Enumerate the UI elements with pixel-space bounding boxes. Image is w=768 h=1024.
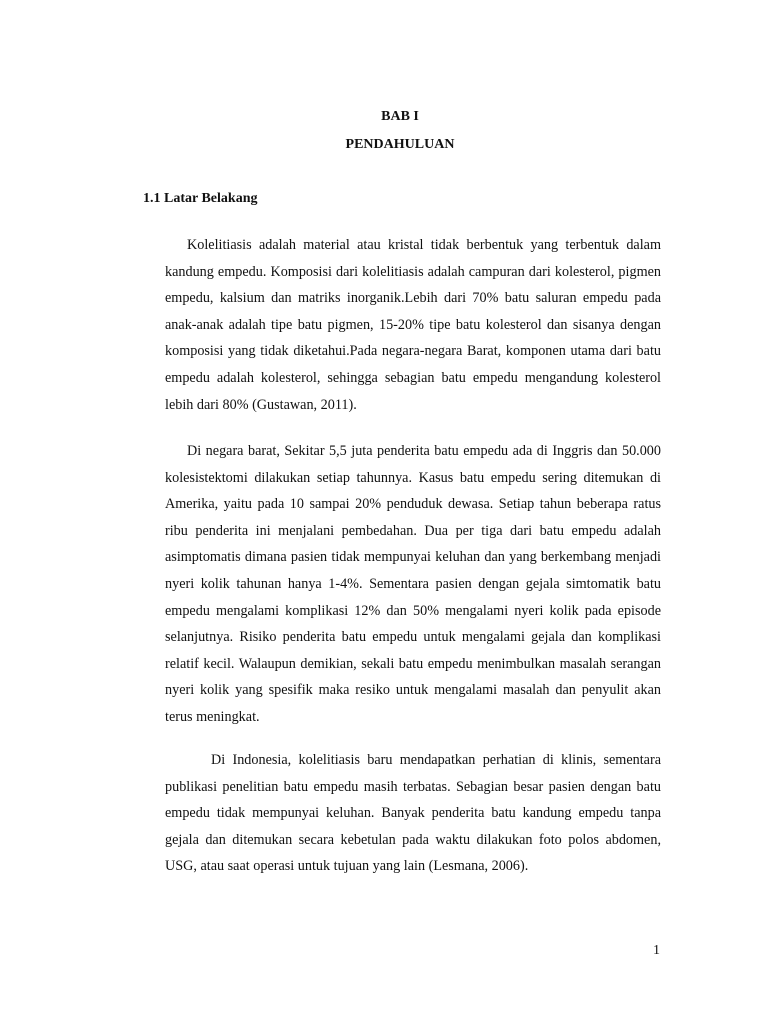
paragraph-2: Di negara barat, Sekitar 5,5 juta penderita batu empedu ada di Inggris dan 50.000 kolesistektomi dilakukan setiap tahunnya. Kasus batu empedu sering ditemukan di Amerika, yaitu pada 10 sampai 20% penduduk dewasa. Setiap tahun beberapa ratus ribu penderita ini menjalani pembedahan. Dua per tiga dari batu empedu adalah asimptomatis dimana pasien tidak mempunyai keluhan dan yang berkembang menjadi nyeri kolik tahunan hanya 1-4%. Sementara pasien dengan gejala simtomatik batu empedu mengalami komplikasi 12% dan 50% mengalami nyeri kolik pada episode selanjutnya. Risiko penderita batu empedu untuk mengalami gejala dan komplikasi relatif kecil. Walaupun demikian, sekali batu empedu menimbulkan masalah serangan nyeri kolik yang spesifik maka resiko untuk mengalami masalah dan penyulit akan terus meningkat. bbox=[165, 443, 661, 725]
chapter-number: BAB I bbox=[381, 109, 419, 124]
page-number: 1 bbox=[653, 943, 660, 958]
chapter-title: PENDAHULUAN bbox=[345, 137, 455, 152]
section-heading: 1.1 Latar Belakang bbox=[143, 191, 258, 206]
paragraph-1: Kolelitiasis adalah material atau kristal tidak berbentuk yang terbentuk dalam kandung empedu. Komposisi dari kolelitiasis adalah campuran dari kolesterol, pigmen empedu, kalsium dan matriks inorganik.Lebih dari 70% batu saluran empedu pada anak-anak adalah tipe batu pigmen, 15-20% tipe batu kolesterol dan sisanya dengan komposisi yang tidak diketahui.Pada negara-negara Barat, komponen utama dari batu empedu adalah kolesterol, sehingga sebagian batu empedu mengandung kolesterol lebih dari 80% (Gustawan, 2011). bbox=[165, 237, 661, 413]
paragraph-3: Di Indonesia, kolelitiasis baru mendapatkan perhatian di klinis, sementara publikasi penelitian batu empedu masih terbatas. Sebagian besar pasien dengan batu empedu tidak mempunyai keluhan. Banyak penderita batu kandung empedu tanpa gejala dan ditemukan secara kebetulan pada waktu dilakukan foto polos abdomen, USG, atau saat operasi untuk tujuan yang lain (Lesmana, 2006). bbox=[165, 752, 661, 875]
